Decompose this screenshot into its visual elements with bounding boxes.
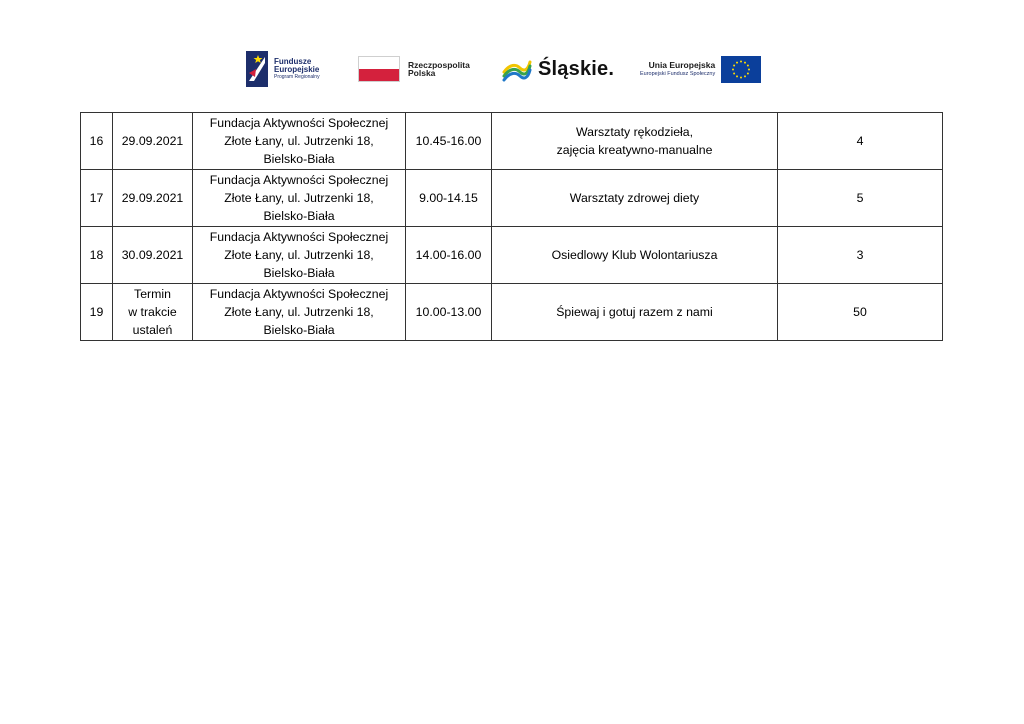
activity-line: Śpiewaj i gotuj razem z nami: [556, 305, 713, 319]
activity-line: zajęcia kreatywno-manualne: [556, 143, 713, 157]
row-time: 14.00-16.00: [406, 227, 492, 284]
row-activity: [492, 170, 778, 227]
slaskie-text: Śląskie.: [538, 57, 615, 80]
place-line: Fundacja Aktywności Społecznej: [209, 116, 389, 130]
fundusze-line-3: Program Regionalny: [274, 74, 320, 80]
table-row: [81, 227, 943, 284]
eu-flag-icon: [721, 56, 761, 83]
place-line: Fundacja Aktywności Społecznej: [209, 287, 389, 301]
unia-line-2: Europejski Fundusz Społeczny: [640, 70, 716, 77]
activity-line: Warsztaty zdrowej diety: [569, 191, 700, 205]
row-number: 16: [81, 113, 113, 170]
place-line: Złote Łany, ul. Jutrzenki 18,: [224, 134, 374, 148]
place-line: Bielsko-Biała: [263, 266, 335, 280]
row-date: 29.09.2021: [113, 113, 193, 170]
row-date: 30.09.2021: [113, 227, 193, 284]
poland-flag-icon: [358, 56, 400, 82]
logo-bar: [0, 50, 1024, 88]
activity-line: Osiedlowy Klub Wolontariusza: [551, 248, 718, 262]
row-activity: [492, 113, 778, 170]
place-line: Fundacja Aktywności Społecznej: [209, 173, 389, 187]
unia-line-1: Unia Europejska: [648, 60, 716, 70]
row-count: 5: [778, 170, 943, 227]
row-count: 4: [778, 113, 943, 170]
rzeczpospolita-line-1: Rzeczpospolita: [408, 59, 470, 70]
slaskie-logo: [502, 50, 614, 88]
slaskie-wave-icon: [502, 56, 532, 82]
place-line: Fundacja Aktywności Społecznej: [209, 230, 389, 244]
place-line: Złote Łany, ul. Jutrzenki 18,: [224, 191, 374, 205]
unia-europejska-text: [640, 61, 715, 77]
row-activity: [492, 227, 778, 284]
rzeczpospolita-line-2: Polska: [408, 68, 436, 78]
row-place: [193, 284, 406, 341]
place-line: Bielsko-Biała: [263, 323, 335, 337]
date-line: w trakcie: [128, 305, 177, 319]
fundusze-europejskie-logo: [246, 50, 320, 88]
table-row: [81, 170, 943, 227]
row-place: [193, 170, 406, 227]
table-row: [81, 113, 943, 170]
fundusze-line-2: Europejskie: [274, 65, 320, 74]
fundusze-europejskie-icon: [246, 51, 268, 87]
row-place: [193, 113, 406, 170]
row-number: 17: [81, 170, 113, 227]
fundusze-europejskie-text: [274, 58, 320, 80]
row-number: 19: [81, 284, 113, 341]
place-line: Bielsko-Biała: [263, 209, 335, 223]
unia-europejska-logo: [640, 50, 761, 88]
table-row: [81, 284, 943, 341]
date-line: Termin: [134, 287, 171, 301]
place-line: Złote Łany, ul. Jutrzenki 18,: [224, 248, 374, 262]
rzeczpospolita-text: [408, 61, 470, 78]
place-line: Bielsko-Biała: [263, 152, 335, 166]
activity-line: Warsztaty rękodzieła,: [575, 125, 694, 139]
row-number: 18: [81, 227, 113, 284]
schedule-table: [80, 112, 943, 341]
place-line: Złote Łany, ul. Jutrzenki 18,: [224, 305, 374, 319]
row-date: 29.09.2021: [113, 170, 193, 227]
date-line: ustaleń: [132, 323, 173, 337]
row-date: [113, 284, 193, 341]
row-time: 9.00-14.15: [406, 170, 492, 227]
row-place: [193, 227, 406, 284]
row-count: 50: [778, 284, 943, 341]
row-time: 10.00-13.00: [406, 284, 492, 341]
row-count: 3: [778, 227, 943, 284]
fundusze-line-1: Fundusze: [274, 57, 312, 66]
rzeczpospolita-polska-logo: [358, 50, 470, 88]
row-time: 10.45-16.00: [406, 113, 492, 170]
row-activity: [492, 284, 778, 341]
